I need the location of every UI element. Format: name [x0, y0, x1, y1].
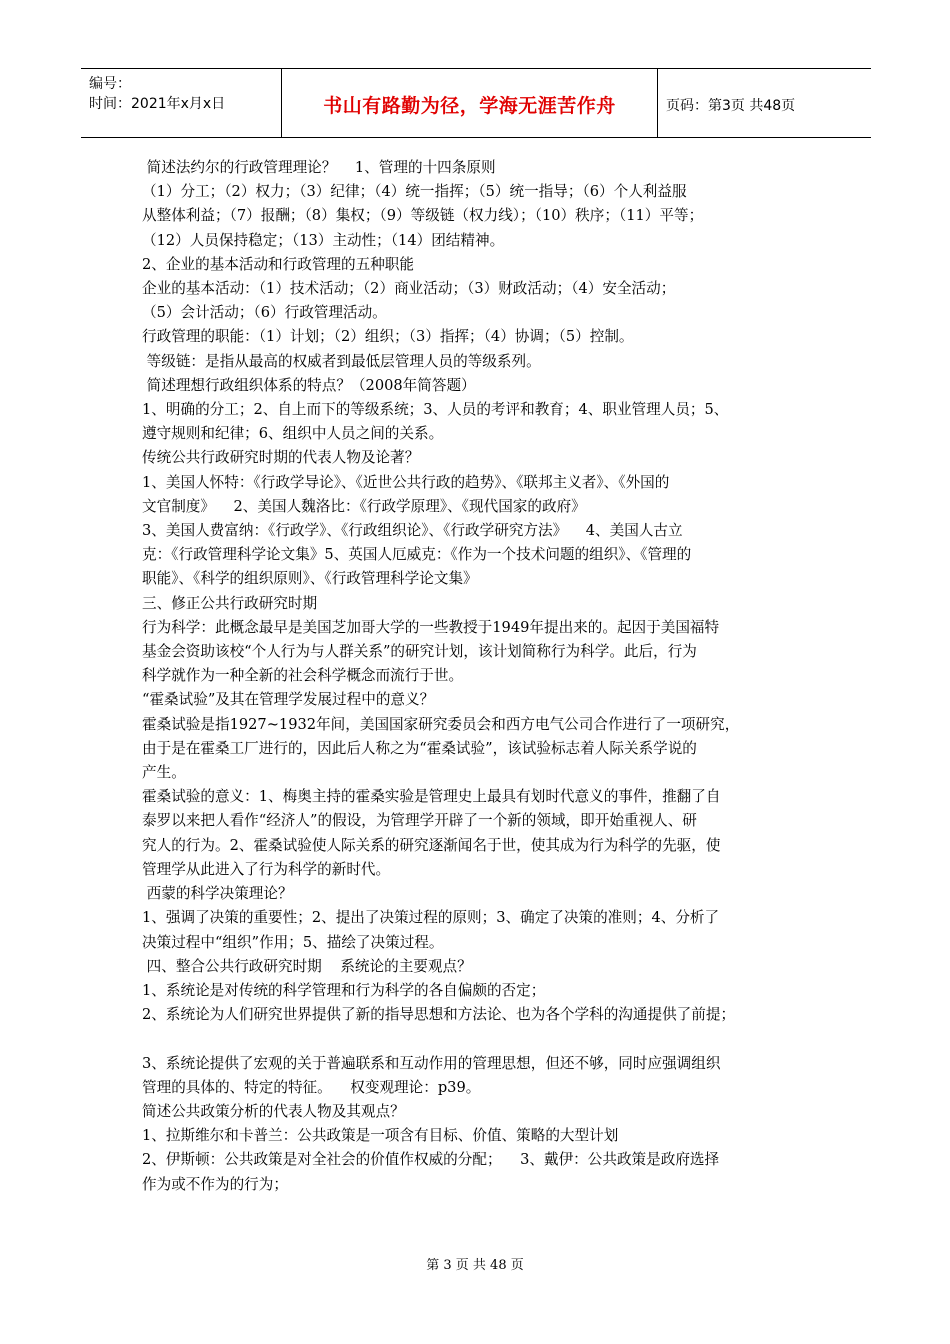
body-line: 1、强调了决策的重要性；2、提出了决策过程的原则；3、确定了决策的准则；4、分析了: [142, 909, 720, 927]
body-line: 从整体利益；（7）报酬；（8）集权；（9）等级链（权力线）；（10）秩序；（11）平等；: [142, 207, 704, 225]
page-footer: 第 3 页 共 48 页: [426, 1258, 524, 1273]
body-line: 简述法约尔的行政管理理论？ 1、管理的十四条原则: [142, 159, 496, 176]
body-line: [142, 1027, 822, 1051]
body-line: 2、企业的基本活动和行政管理的五种职能: [142, 255, 414, 273]
header-info-cell: [81, 69, 282, 137]
body-line: 三、修正公共行政研究时期: [142, 594, 318, 612]
body-line: “霍桑试验”及其在管理学发展过程中的意义？: [142, 691, 435, 709]
body-line: 1、明确的分工；2、自上而下的等级系统；3、人员的考评和教育；4、职业管理人员；5、: [142, 401, 729, 419]
body-line: 1、系统论是对传统的科学管理和行为科学的各自偏颇的否定；: [142, 981, 546, 999]
body-line: 2、伊斯顿：公共政策是对全社会的价值作权威的分配； 3、戴伊：公共政策是政府选择: [142, 1151, 720, 1169]
document-body: [142, 156, 822, 1197]
body-line: 等级链：是指从最高的权威者到最低层管理人员的等级系列。: [142, 352, 541, 370]
body-line: 遵守规则和纪律；6、组织中人员之间的关系。: [142, 425, 444, 443]
document-date-label: 时间：2021年x月x日: [89, 96, 226, 112]
body-line: 2、系统论为人们研究世界提供了新的指导思想和方法论、也为各个学科的沟通提供了前提；: [142, 1006, 736, 1024]
body-line: 1、美国人怀特：《行政学导论》、《近世公共行政的趋势》、《联邦主义者》、《外国的: [142, 473, 670, 491]
body-line: 由于是在霍桑工厂进行的，因此后人称之为“霍桑试验”，该试验标志着人际关系学说的: [142, 739, 697, 757]
body-line: （12）人员保持稳定；（13）主动性；（14）团结精神。: [142, 231, 505, 249]
body-line: 简述理想行政组织体系的特点？（2008年简答题）: [142, 376, 476, 394]
body-line: 企业的基本活动：（1）技术活动；（2）商业活动；（3）财政活动；（4）安全活动；: [142, 280, 676, 298]
body-line: （5）会计活动；（6）行政管理活动。: [142, 304, 387, 322]
body-line: 科学就作为一种全新的社会科学概念而流行于世。: [142, 667, 464, 685]
body-line: 作为或不作为的行为；: [142, 1175, 288, 1193]
body-line: 产生。: [142, 764, 186, 782]
body-line: 四、整合公共行政研究时期 系统论的主要观点？: [142, 957, 472, 975]
body-line: 克：《行政管理科学论文集》5、英国人厄威克：《作为一个技术问题的组织》、《管理的: [142, 546, 692, 564]
header-page-cell: [658, 69, 871, 137]
body-line: 霍桑试验的意义：1、梅奥主持的霍桑实验是管理史上最具有划时代意义的事件，推翻了自: [142, 788, 721, 806]
body-line: 1、拉斯维尔和卡普兰：公共政策是一项含有目标、价值、策略的大型计划: [142, 1127, 619, 1145]
body-line: 究人的行为。2、霍桑试验使人际关系的研究逐渐闻名于世，使其成为行为科学的先驱，使: [142, 836, 721, 854]
body-line: 霍桑试验是指1927~1932年间，美国国家研究委员会和西方电气公司合作进行了一项研究，: [142, 715, 740, 733]
body-line: 西蒙的科学决策理论？: [142, 885, 293, 903]
body-line: 传统公共行政研究时期的代表人物及论著？: [142, 449, 420, 467]
document-header: [81, 68, 871, 138]
header-motto: 书山有路勤为径，学海无涯苦作舟: [323, 95, 616, 117]
body-line: 3、系统论提供了宏观的关于普遍联系和互动作用的管理思想，但还不够，同时应强调组织: [142, 1054, 721, 1072]
body-line: 管理的具体的、特定的特征。 权变观理论：p39。: [142, 1078, 481, 1096]
body-line: 行政管理的职能：（1）计划；（2）组织；（3）指挥；（4）协调；（5）控制。: [142, 328, 634, 346]
body-line: 决策过程中“组织”作用；5、描绘了决策过程。: [142, 933, 444, 951]
header-motto-cell: [282, 69, 658, 137]
document-number-label: 编号：: [89, 76, 131, 92]
body-line: 文官制度》 2、美国人魏洛比：《行政学原理》、《现代国家的政府》: [142, 497, 586, 515]
body-line: （1）分工；（2）权力；（3）纪律；（4）统一指挥；（5）统一指导；（6）个人利益服: [142, 183, 687, 201]
body-line: 职能》、《科学的组织原则》、《行政管理科学论文集》: [142, 570, 478, 588]
body-line: 基金会资助该校“个人行为与人群关系”的研究计划，该计划简称行为科学。此后，行为: [142, 643, 697, 661]
header-page-number: 页码：第3页 共48页: [666, 98, 796, 114]
body-line: 3、美国人费富纳：《行政学》、《行政组织论》、《行政学研究方法》 4、美国人古立: [142, 522, 683, 540]
body-line: 简述公共政策分析的代表人物及其观点？: [142, 1102, 405, 1120]
body-line: 管理学从此进入了行为科学的新时代。: [142, 860, 391, 878]
body-line: 行为科学：此概念最早是美国芝加哥大学的一些教授于1949年提出来的。起因于美国福特: [142, 618, 720, 636]
body-line: 泰罗以来把人看作“经济人”的假设，为管理学开辟了一个新的领域，即开始重视人、研: [142, 812, 697, 830]
